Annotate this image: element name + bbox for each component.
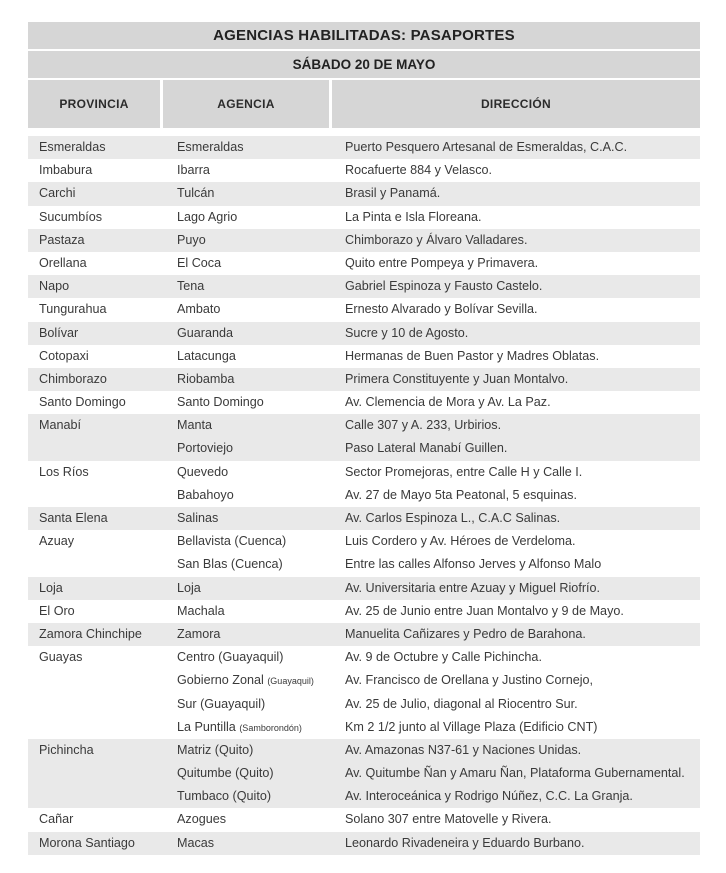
table-row [28, 646, 700, 739]
agencia-name [163, 716, 329, 739]
agencia-name [163, 437, 329, 460]
agencia-name [163, 391, 329, 414]
agencia-address: Sucre y 10 de Agosto. [345, 325, 469, 340]
provincia-cell [28, 530, 160, 576]
agencia-address: Av. Clemencia de Mora y Av. La Paz. [345, 395, 551, 410]
agencia-cell [163, 275, 329, 298]
agencia-label: Ambato [177, 302, 221, 317]
provincia-cell [28, 623, 160, 646]
agencia-label: Ibarra [177, 163, 210, 178]
agencia-name [163, 136, 329, 159]
agencia-cell [163, 345, 329, 368]
agencia-address: Av. 9 de Octubre y Calle Pichincha. [345, 650, 542, 665]
agencia-name [163, 368, 329, 391]
agencia-note: (Samborondón) [239, 722, 302, 733]
table-row [28, 600, 700, 623]
agencia-cell [163, 414, 329, 460]
direccion-cell [332, 808, 700, 831]
agencia-name [163, 600, 329, 623]
direccion-cell [332, 159, 700, 182]
agencia-name [163, 461, 329, 484]
table-row [28, 507, 700, 530]
table-row [28, 368, 700, 391]
agencia-label: Zamora [177, 626, 221, 641]
agencia-address: Av. 27 de Mayo 5ta Peatonal, 5 esquinas. [345, 487, 577, 502]
agencia-label: Loja [177, 580, 201, 595]
provincia-cell [28, 507, 160, 530]
agencia-name [163, 206, 329, 229]
provincia-name: Morona Santiago [39, 835, 135, 850]
direccion-cell [332, 646, 700, 739]
provincia-name: Los Ríos [39, 464, 89, 479]
agencia-address: Calle 307 y A. 233, Urbirios. [345, 418, 502, 433]
agencia-cell [163, 252, 329, 275]
direccion-cell [332, 461, 700, 507]
agencia-label: Salinas [177, 511, 219, 525]
agencia-name [163, 762, 329, 785]
agencia-name [163, 484, 329, 507]
agencia-label: Tena [177, 279, 205, 294]
table-row [28, 461, 700, 507]
agencia-label: Babahoyo [177, 487, 234, 502]
provincia-name: Azuay [39, 534, 75, 549]
agencia-label: Manta [177, 418, 213, 433]
agencia-name [163, 229, 329, 252]
provincia-name: Sucumbíos [39, 209, 102, 224]
direccion-cell [332, 414, 700, 460]
agencia-name [163, 322, 329, 345]
direccion-cell [332, 275, 700, 298]
agencia-address: Brasil y Panamá. [345, 186, 441, 201]
agencia-cell [163, 623, 329, 646]
provincia-name: El Oro [39, 603, 75, 618]
provincia-name: Zamora Chinchipe [39, 626, 142, 641]
agencia-address: Rocafuerte 884 y Velasco. [345, 163, 493, 178]
direccion-cell [332, 600, 700, 623]
provincia-cell [28, 182, 160, 205]
agencia-cell [163, 577, 329, 600]
table-row [28, 159, 700, 182]
agencia-cell [163, 229, 329, 252]
table-row [28, 252, 700, 275]
table-row [28, 414, 700, 460]
agencia-label: Quevedo [177, 464, 229, 479]
agencia-address: Primera Constituyente y Juan Montalvo. [345, 371, 569, 386]
agencia-address: Sector Promejoras, entre Calle H y Calle I. [345, 464, 583, 479]
agencia-label: Esmeraldas [177, 140, 244, 154]
agencia-cell [163, 368, 329, 391]
agencia-label: Portoviejo [177, 441, 234, 456]
agencia-name [163, 785, 329, 808]
agencia-address: Km 2 1/2 junto al Village Plaza (Edificio CNT) [345, 719, 598, 734]
direccion-cell [332, 298, 700, 321]
table-body [28, 136, 700, 855]
agencia-name [163, 832, 329, 855]
agencia-address: Entre las calles Alfonso Jerves y Alfonso Malo [345, 557, 602, 572]
agencia-label: Guaranda [177, 325, 234, 340]
direccion-cell [332, 206, 700, 229]
agencia-name [163, 345, 329, 368]
direccion-cell [332, 577, 700, 600]
agencia-label: Santo Domingo [177, 395, 264, 410]
provincia-cell [28, 322, 160, 345]
agencia-label: Sur (Guayaquil) [177, 696, 266, 711]
agencia-address: Paso Lateral Manabí Guillen. [345, 441, 508, 456]
agencia-label: Matriz (Quito) [177, 742, 254, 757]
agencia-address: Av. 25 de Julio, diagonal al Riocentro Sur. [345, 696, 578, 711]
agencia-label: Puyo [177, 232, 206, 247]
agencia-label: La Puntilla [177, 719, 236, 734]
provincia-name: Esmeraldas [39, 140, 106, 154]
agencia-address: Av. 25 de Junio entre Juan Montalvo y 9 de Mayo. [345, 603, 624, 618]
agencia-address: Av. Amazonas N37-61 y Naciones Unidas. [345, 742, 582, 757]
agencia-address: Puerto Pesquero Artesanal de Esmeraldas, C.A.C. [345, 140, 628, 154]
provincia-name: Guayas [39, 650, 83, 665]
provincia-name: Santo Domingo [39, 395, 126, 410]
agencia-cell [163, 391, 329, 414]
agencia-address: Quito entre Pompeya y Primavera. [345, 255, 539, 270]
agencia-address: Av. Carlos Espinoza L., C.A.C Salinas. [345, 511, 561, 525]
table-row [28, 206, 700, 229]
agencia-address: Hermanas de Buen Pastor y Madres Oblatas. [345, 348, 600, 363]
passport-agencies-table [28, 22, 700, 855]
agencia-note: (Guayaquil) [267, 676, 314, 687]
direccion-cell [332, 136, 700, 159]
agencia-label: Tumbaco (Quito) [177, 789, 272, 804]
table-row [28, 229, 700, 252]
table-title: AGENCIAS HABILITADAS: PASAPORTES [28, 22, 700, 49]
direccion-cell [332, 530, 700, 576]
provincia-cell [28, 646, 160, 739]
agencia-address: La Pinta e Isla Floreana. [345, 209, 482, 224]
direccion-cell [332, 623, 700, 646]
provincia-cell [28, 368, 160, 391]
provincia-name: Manabí [39, 418, 82, 433]
agencia-label: Azogues [177, 812, 227, 827]
agencia-name [163, 530, 329, 553]
table-row [28, 275, 700, 298]
provincia-cell [28, 275, 160, 298]
provincia-name: Tungurahua [39, 302, 107, 317]
table-row [28, 577, 700, 600]
provincia-name: Cañar [39, 812, 74, 827]
provincia-cell [28, 298, 160, 321]
agencia-address: Ernesto Alvarado y Bolívar Sevilla. [345, 302, 538, 317]
table-date: SÁBADO 20 DE MAYO [28, 51, 700, 78]
agencia-label: San Blas (Cuenca) [177, 557, 283, 572]
agencia-cell [163, 461, 329, 507]
provincia-cell [28, 808, 160, 831]
provincia-cell [28, 136, 160, 159]
agencia-address: Luis Cordero y Av. Héroes de Verdeloma. [345, 534, 576, 549]
agencia-cell [163, 298, 329, 321]
direccion-cell [332, 322, 700, 345]
agencia-label: Quitumbe (Quito) [177, 766, 274, 781]
provincia-cell [28, 414, 160, 460]
table-row [28, 345, 700, 368]
agencia-name [163, 252, 329, 275]
agencia-name [163, 298, 329, 321]
agencia-name [163, 275, 329, 298]
agencia-address: Leonardo Rivadeneira y Eduardo Burbano. [345, 835, 585, 850]
direccion-cell [332, 252, 700, 275]
agencia-cell [163, 206, 329, 229]
provincia-name: Pastaza [39, 232, 85, 247]
agencia-address: Av. Universitaria entre Azuay y Miguel Riofrío. [345, 580, 601, 595]
table-row [28, 832, 700, 855]
agencia-name [163, 553, 329, 576]
provincia-cell [28, 461, 160, 507]
provincia-name: Chimborazo [39, 371, 107, 386]
table-row [28, 530, 700, 576]
agencia-label: Bellavista (Cuenca) [177, 534, 287, 549]
agencia-address: Av. Interoceánica y Rodrigo Núñez, C.C. La Granja. [345, 789, 633, 804]
direccion-cell [332, 182, 700, 205]
provincia-cell [28, 739, 160, 809]
table-row [28, 808, 700, 831]
provincia-name: Carchi [39, 186, 76, 201]
provincia-name: Pichincha [39, 742, 94, 757]
direccion-cell [332, 229, 700, 252]
agencia-label: Macas [177, 835, 215, 850]
agencia-address: Chimborazo y Álvaro Valladares. [345, 232, 528, 247]
agencia-name [163, 669, 329, 692]
agencia-cell [163, 159, 329, 182]
agencia-name [163, 693, 329, 716]
direccion-cell [332, 368, 700, 391]
agencia-address: Av. Quitumbe Ñan y Amaru Ñan, Plataforma Gubernamental. [345, 766, 685, 781]
provincia-cell [28, 206, 160, 229]
table-row [28, 136, 700, 159]
table-row [28, 623, 700, 646]
provincia-name: Napo [39, 279, 70, 294]
agencia-cell [163, 646, 329, 739]
agencia-name [163, 414, 329, 437]
agencia-address: Gabriel Espinoza y Fausto Castelo. [345, 279, 543, 294]
agencia-label: Machala [177, 603, 225, 618]
agencia-cell [163, 182, 329, 205]
agencia-name [163, 507, 329, 530]
agencia-label: Centro (Guayaquil) [177, 650, 284, 665]
agencia-cell [163, 832, 329, 855]
agencia-cell [163, 507, 329, 530]
provincia-cell [28, 345, 160, 368]
agencia-cell [163, 136, 329, 159]
provincia-cell [28, 252, 160, 275]
agencia-name [163, 808, 329, 831]
direccion-cell [332, 739, 700, 809]
provincia-cell [28, 600, 160, 623]
agencia-label: Riobamba [177, 371, 235, 386]
agencia-address: Solano 307 entre Matovelle y Rivera. [345, 812, 552, 827]
table-row [28, 391, 700, 414]
direccion-cell [332, 507, 700, 530]
agencia-address: Manuelita Cañizares y Pedro de Barahona. [345, 626, 586, 641]
agencia-label: Lago Agrio [177, 209, 238, 224]
provincia-cell [28, 391, 160, 414]
provincia-cell [28, 229, 160, 252]
provincia-cell [28, 577, 160, 600]
direccion-cell [332, 391, 700, 414]
provincia-cell [28, 832, 160, 855]
table-row [28, 182, 700, 205]
agencia-label: Tulcán [177, 186, 215, 201]
table-row [28, 322, 700, 345]
direccion-cell [332, 345, 700, 368]
agencia-cell [163, 808, 329, 831]
provincia-cell [28, 159, 160, 182]
agencia-cell [163, 600, 329, 623]
table-row [28, 739, 700, 809]
agencia-label: Gobierno Zonal [177, 673, 264, 688]
provincia-name: Bolívar [39, 325, 79, 340]
agencia-label: El Coca [177, 255, 222, 270]
direccion-cell [332, 832, 700, 855]
provincia-name: Santa Elena [39, 511, 108, 525]
agencia-name [163, 739, 329, 762]
agencia-cell [163, 322, 329, 345]
table-row [28, 298, 700, 321]
agencia-cell [163, 739, 329, 809]
agencia-name [163, 623, 329, 646]
header-provincia: PROVINCIA [28, 80, 160, 128]
header-direccion: DIRECCIÓN [332, 80, 700, 128]
provincia-name: Cotopaxi [39, 348, 89, 363]
provincia-name: Orellana [39, 255, 87, 270]
provincia-name: Imbabura [39, 163, 93, 178]
agencia-name [163, 159, 329, 182]
agencia-name [163, 577, 329, 600]
agencia-name [163, 646, 329, 669]
agencia-cell [163, 530, 329, 576]
column-headers [28, 80, 700, 128]
agencia-name [163, 182, 329, 205]
header-agencia: AGENCIA [163, 80, 329, 128]
provincia-name: Loja [39, 580, 63, 595]
agencia-label: Latacunga [177, 348, 236, 363]
agencia-address: Av. Francisco de Orellana y Justino Cornejo, [345, 673, 594, 688]
